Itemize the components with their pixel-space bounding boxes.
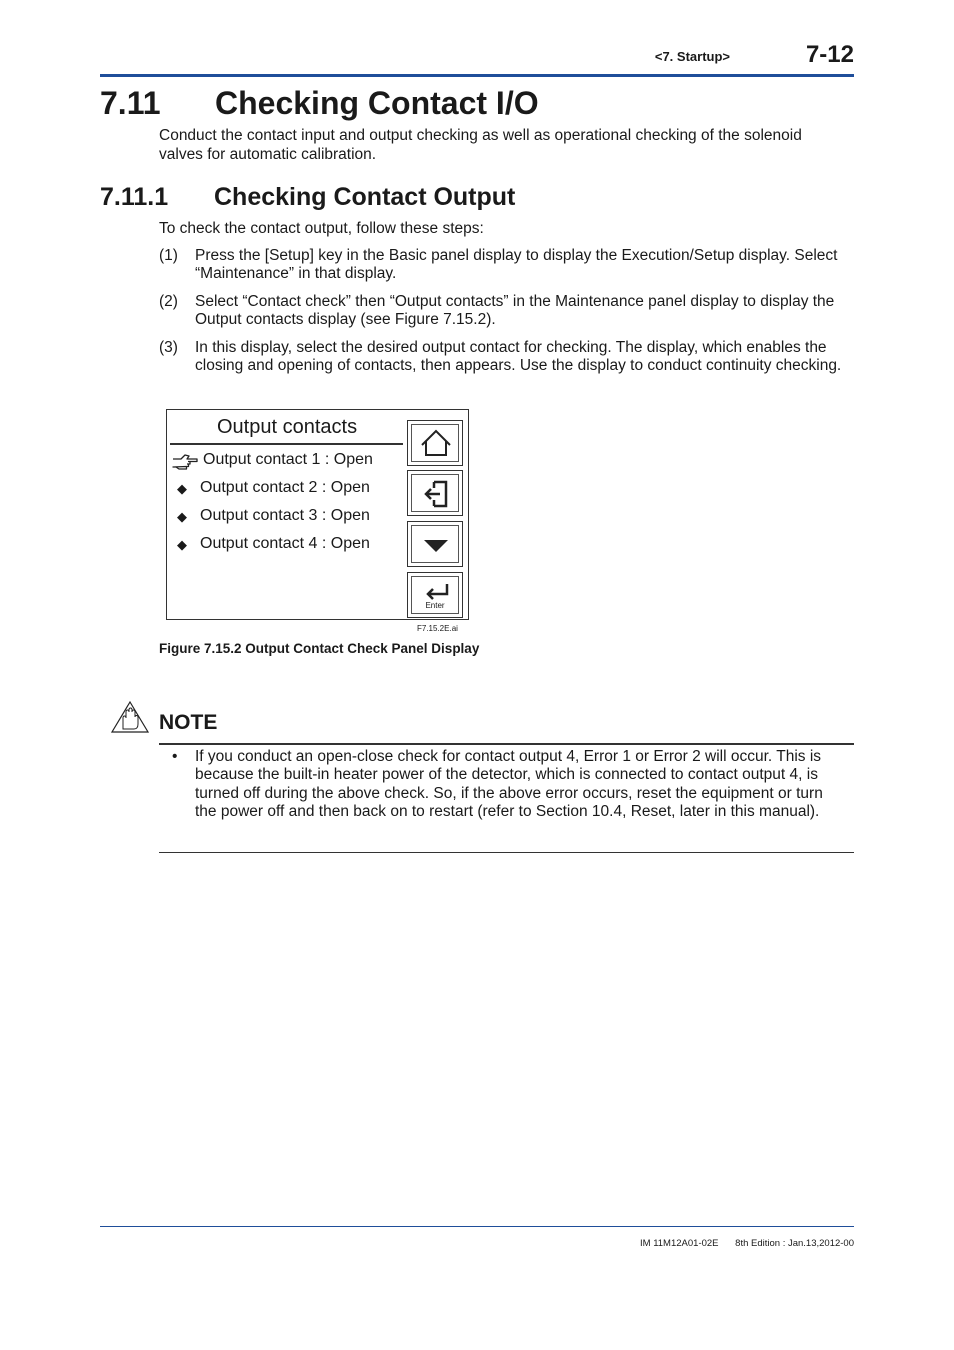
figure-file-name: F7.15.2E.ai [417,624,458,633]
step-number: (1) [159,247,178,264]
diamond-bullet-icon: ◆ [177,509,187,524]
note-title: NOTE [159,711,218,734]
output-contact-item[interactable]: Output contact 3 : Open [200,507,370,524]
step-number: (2) [159,293,178,310]
section-number: 7.11 [100,85,161,121]
output-contact-item[interactable]: Output contact 4 : Open [200,535,370,552]
note-text: If you conduct an open-close check for contact output 4, Error 1 or Error 2 will occur. This is because the built-in heater power of the detector, which is connected to contact output 4, is turned off during the above check. So, if the above error occurs, reset the equipment or turn the power off and then back on to restart (refer to Section 10.4, Reset, later in this manual). [195,748,823,820]
page-number: 7-12 [805,41,854,68]
step-text: Press the [Setup] key in the Basic panel display to display the Execution/Setup display. Select “Maintenance” in that display. [195,247,838,282]
return-icon [408,471,464,517]
subsection-title [100,183,515,212]
caution-hand-icon [110,700,150,734]
section-title [100,85,539,122]
diamond-bullet-icon: ◆ [177,481,187,496]
step-number: (3) [159,339,178,356]
scroll-down-button[interactable] [407,521,463,567]
output-contact-item[interactable]: Output contact 2 : Open [200,479,370,496]
enter-label: Enter [425,601,445,610]
section-title-text: Checking Contact I/O [215,85,539,121]
footer-rule [100,1226,854,1227]
note-bullet: • [172,748,178,765]
panel-title: Output contacts [217,416,358,438]
step-text: Select “Contact check” then “Output contacts” in the Maintenance panel display to display the Output contacts display (see Figure 7.15.2). [195,293,835,328]
enter-button[interactable] [407,572,463,618]
home-icon [408,421,464,467]
panel-title-underline [170,443,403,445]
intro-paragraph: Conduct the contact input and output checking as well as operational checking of the solenoid valves for automatic calibration. [159,127,802,163]
edition-info: 8th Edition : Jan.13,2012-00 [735,1238,854,1249]
note-bottom-rule [159,852,854,853]
enter-icon [408,573,464,619]
subsection-title-text: Checking Contact Output [214,183,516,211]
header-rule [100,74,854,77]
document-number: IM 11M12A01-02E [640,1238,719,1249]
diamond-bullet-icon: ◆ [177,537,187,552]
note-top-rule [159,743,854,745]
return-button[interactable] [407,470,463,516]
lead-paragraph: To check the contact output, follow these steps: [159,220,484,237]
pointing-hand-icon [171,451,199,471]
header-section: <7. Startup> [654,49,730,64]
output-contact-item[interactable]: Output contact 1 : Open [203,451,373,468]
subsection-number: 7.11.1 [100,183,169,211]
step-text: In this display, select the desired output contact for checking. The display, which enables the closing and opening of contacts, then appears. Use the display to conduct continuity checking. [195,339,842,374]
down-arrow-icon [408,522,464,568]
figure-caption: Figure 7.15.2 Output Contact Check Panel Display [159,641,480,656]
home-button[interactable] [407,420,463,466]
